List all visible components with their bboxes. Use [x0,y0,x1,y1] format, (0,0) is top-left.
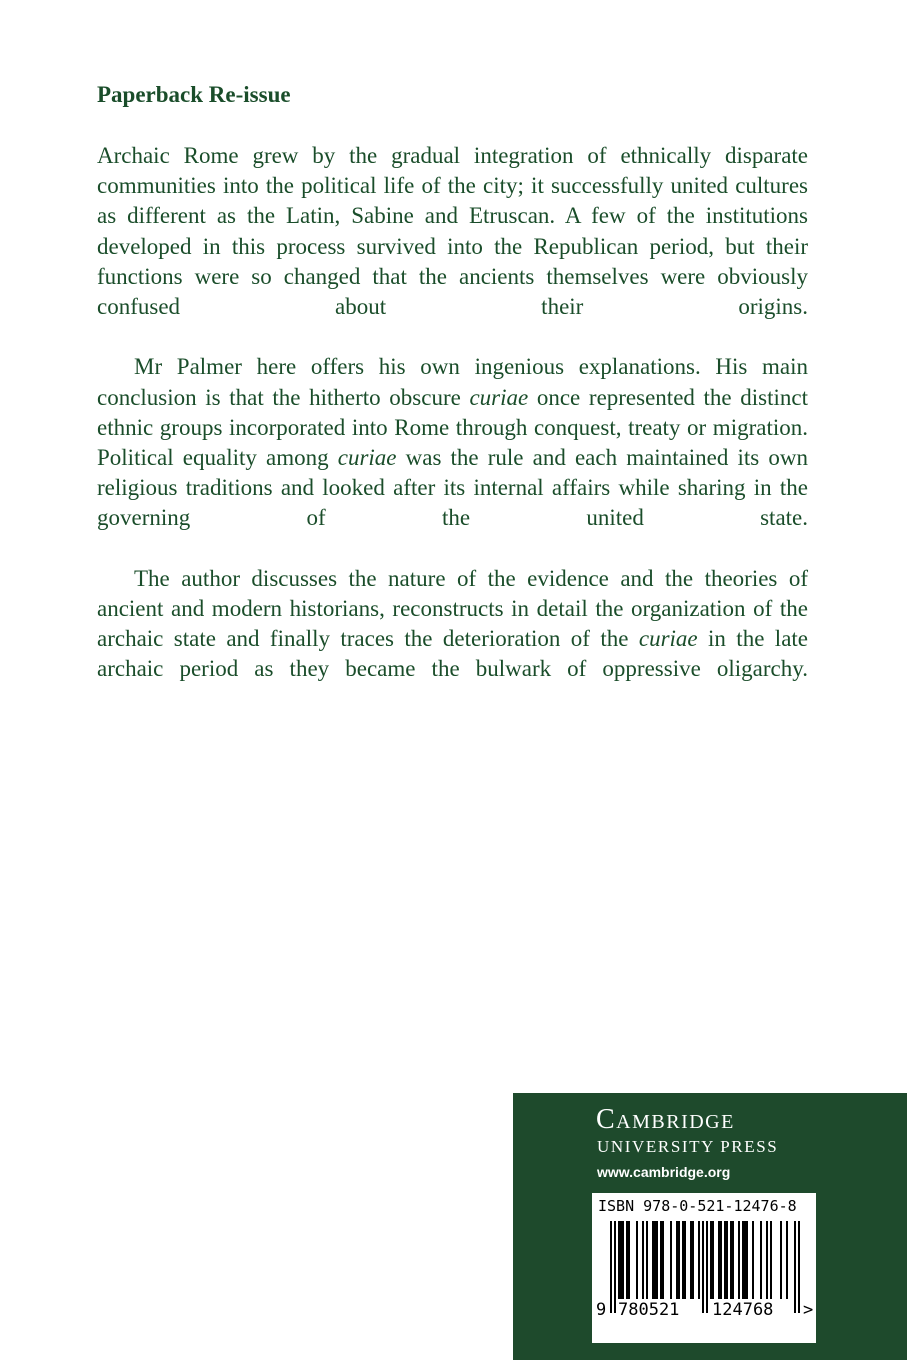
barcode-bar [622,1221,624,1299]
barcode-bar [660,1221,662,1299]
barcode-bar [718,1221,720,1299]
barcode-bar [636,1221,638,1299]
barcode-bar [746,1221,748,1299]
blurb-paragraph [97,352,808,563]
barcode-bar [706,1221,708,1313]
barcode-box [592,1193,816,1343]
publisher-subtitle: UNIVERSITY PRESS [597,1137,779,1156]
text-run: Archaic Rome grew by the gradual integration of ethnically disparate communities into the political life of the city; it successfully united cultures as different as the Latin, Sabine and Etruscan. A few of the institutions developed in this process survived into the Republican period, but their functions were so changed that the ancients themselves were obviously confused about their origins. [97,143,808,320]
barcode-bar [732,1221,734,1299]
text-run: The author discusses the nature of the evidence and the theories of ancient and modern historians, reconstructs in detail the organization of the archaic state and finally traces the deterioration of the [97,565,808,652]
barcode-bar [642,1221,644,1299]
barcode-bar [690,1221,692,1299]
barcode-bar [752,1221,754,1299]
barcode-bar [726,1221,728,1299]
italic-term: curiae [638,626,698,652]
publisher-name: Cambridge [596,1104,735,1135]
text-run: once represented the distinct ethnic groups incorporated into Rome through conquest, treaty or migration. Political equality among [97,384,808,471]
italic-term: curiae [469,384,529,410]
barcode-bar [620,1221,622,1299]
barcode-bar [720,1221,722,1299]
barcode-bar [766,1221,768,1299]
barcode-bar [656,1221,658,1299]
barcode-bar [724,1221,726,1299]
ean-barcode [592,1221,816,1343]
barcode-digit-group: 780521 [618,1300,680,1320]
barcode-bar [684,1221,686,1299]
isbn-label: ISBN 978-0-521-12476-8 [598,1197,797,1215]
barcode-bar [654,1221,656,1299]
barcode-bar [676,1221,678,1299]
blurb-text [97,141,808,715]
barcode-bar [682,1221,684,1299]
italic-term: curiae [337,445,397,471]
barcode-digit: 9 [596,1300,607,1320]
barcode-bar [710,1221,712,1299]
barcode-bar [744,1221,746,1299]
blurb-paragraph [97,141,808,352]
barcode-bar [786,1221,788,1299]
barcode-bar [628,1221,630,1299]
barcode-bar [798,1221,800,1313]
barcode-digit-group: 124768 [712,1300,774,1320]
barcode-bar [626,1221,628,1299]
barcode-bar [730,1221,732,1299]
barcode-bar [794,1221,796,1313]
barcode-bar [760,1221,762,1299]
barcode-bar [770,1221,772,1299]
barcode-bar [712,1221,714,1299]
barcode-bar [618,1221,620,1299]
barcode-bar [702,1221,704,1313]
blurb-paragraph [97,564,808,715]
cover-heading: Paperback Re-issue [97,82,291,107]
barcode-bar [610,1221,612,1313]
barcode-bar [780,1221,782,1299]
text-run: in the late archaic period as they became the bulwark of oppressive oligarchy. [97,626,809,682]
barcode-bar [662,1221,664,1299]
barcode-bar [646,1221,648,1299]
barcode-bar [678,1221,680,1299]
barcode-bar [670,1221,672,1299]
barcode-bar [692,1221,694,1299]
barcode-bar [742,1221,744,1299]
publisher-panel [513,1093,907,1360]
text-run: Mr Palmer here offers his own ingenious explanations. His main conclusion is that the hitherto obscure [97,354,808,410]
barcode-quiet-zone-marker: > [803,1300,814,1320]
barcode-bar [652,1221,654,1299]
text-run: was the rule and each maintained its own religious traditions and looked after its internal affairs while sharing in the governing of the united state. [97,445,808,531]
publisher-url: www.cambridge.org [597,1164,731,1180]
barcode-bar [738,1221,740,1299]
barcode-bar [698,1221,700,1299]
barcode-bar [614,1221,616,1313]
